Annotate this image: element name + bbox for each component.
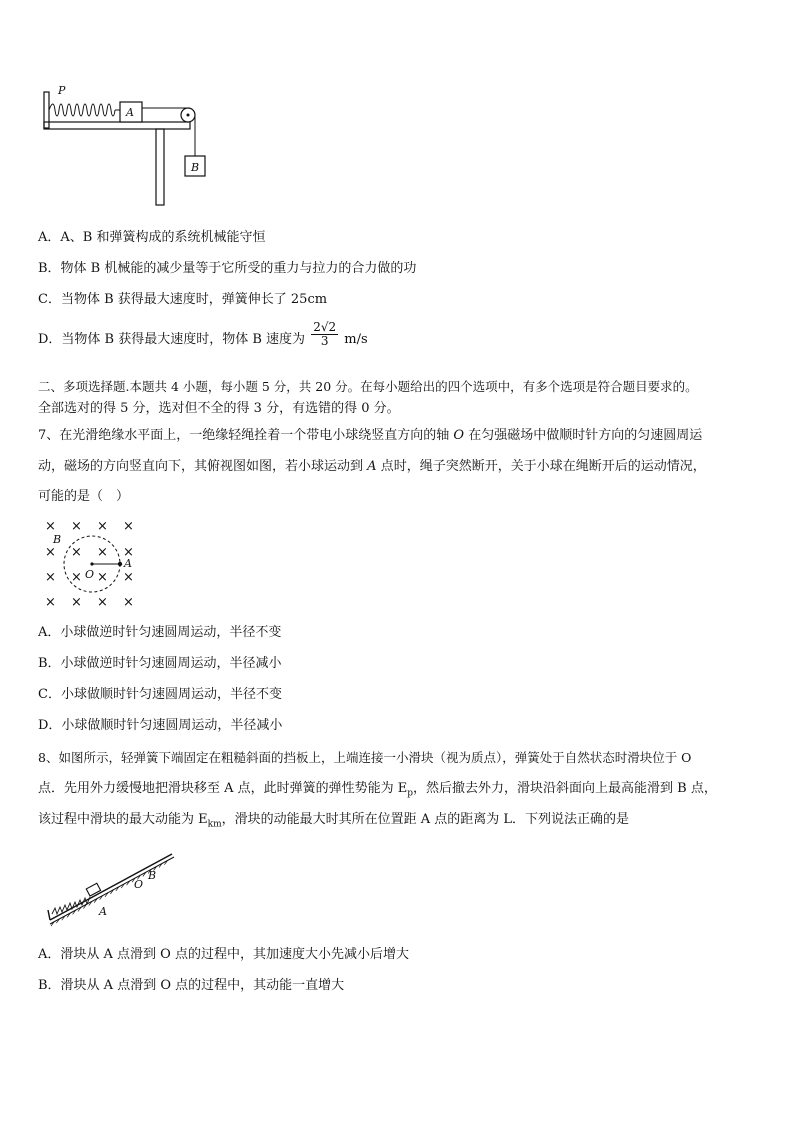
fraction-denominator: 3	[320, 334, 329, 348]
q8-option-a: A．滑块从 A 点滑到 O 点的过程中，其加速度大小先减小后增大	[38, 947, 409, 962]
field-cross: ×	[71, 570, 82, 585]
q8-line2	[38, 781, 717, 802]
label-o: O	[85, 568, 95, 581]
field-cross: ×	[97, 519, 108, 534]
label-b: B	[53, 533, 62, 546]
q6-option-c: C．当物体 B 获得最大速度时，弹簧伸长了 25cm	[38, 292, 328, 307]
field-cross: ×	[71, 595, 82, 610]
magnetic-field-figure	[40, 514, 150, 610]
q7-line1-part2: 在匀强磁场中做顺时针方向的匀速圆周运	[468, 428, 703, 443]
label-a: A	[126, 106, 134, 119]
q7-option-b: B．小球做逆时针匀速圆周运动，半径减小	[38, 656, 282, 671]
subscript-p: p	[407, 788, 414, 799]
q7-line2-part2: 点时，绳子突然断开，关于小球在绳断开后的运动情况，	[380, 459, 706, 474]
unit: m/s	[344, 332, 368, 347]
fraction	[311, 321, 338, 348]
fraction-numerator: 2√2	[313, 320, 337, 334]
q6-option-a: A．A、B 和弹簧构成的系统机械能守恒	[38, 230, 266, 245]
label-p: P	[58, 84, 66, 97]
q7-option-d: D．小球做顺时针匀速圆周运动，半径减小	[38, 718, 283, 733]
axis-o: O	[453, 428, 465, 443]
q8-line1: 8、如图所示，轻弹簧下端固定在粗糙斜面的挡板上，上端连接一小滑块（视为质点），弹簧处于自然状态时滑块位于 O	[38, 750, 692, 765]
label-b: B	[148, 869, 157, 882]
incline-spring-figure	[44, 848, 180, 928]
label-a: A	[99, 905, 107, 918]
field-cross: ×	[45, 570, 56, 585]
field-cross: ×	[97, 595, 108, 610]
subscript-km: km	[207, 819, 222, 830]
q7-line1-part1: 7、在光滑绝缘水平面上，一绝缘轻绳拴着一个带电小球绕竖直方向的轴	[38, 428, 450, 443]
q8-line3-part1: 该过程中滑块的最大动能为 E	[38, 812, 208, 827]
field-cross: ×	[45, 595, 56, 610]
field-cross: ×	[123, 595, 134, 610]
q8-line3	[38, 812, 629, 833]
label-o: O	[134, 878, 144, 891]
field-cross: ×	[123, 545, 134, 560]
q7-line2-part1: 动，磁场的方向竖直向下，其俯视图如图，若小球运动到	[38, 459, 364, 474]
q7-line3: 可能的是（ ）	[38, 489, 130, 504]
field-cross: ×	[97, 545, 108, 560]
q7-option-a: A．小球做逆时针匀速圆周运动，半径不变	[38, 625, 282, 640]
label-b: B	[191, 161, 200, 174]
field-cross: ×	[45, 519, 56, 534]
q8-option-b: B．滑块从 A 点滑到 O 点的过程中，其动能一直增大	[38, 978, 345, 993]
label-a: A	[124, 557, 132, 570]
q8-line3-part2: ，滑块的动能最大时其所在位置距 A 点的距离为 L．下列说法正确的是	[221, 812, 630, 827]
section-2-heading-line1: 二、多项选择题.本题共 4 小题，每小题 5 分，共 20 分。在每小题给出的四个选项中，有多个选项是符合题目要求的。	[38, 379, 698, 394]
field-cross: ×	[123, 570, 134, 585]
q7-line2	[38, 459, 706, 475]
spring-pulley-figure	[40, 84, 220, 210]
field-cross: ×	[71, 519, 82, 534]
q8-line2-part2: ，然后撤去外力，滑块沿斜面向上最高能滑到 B 点，	[413, 781, 717, 796]
section-2-heading-line2: 全部选对的得 5 分，选对但不全的得 3 分，有选错的得 0 分。	[38, 401, 400, 416]
q8-line2-part1: 点．先用外力缓慢地把滑块移至 A 点，此时弹簧的弹性势能为 E	[38, 781, 408, 796]
point-a: A	[367, 459, 377, 474]
q7-option-c: C．小球做顺时针匀速圆周运动，半径不变	[38, 687, 282, 702]
q6-option-d-text: D．当物体 B 获得最大速度时，物体 B 速度为	[38, 332, 306, 347]
field-cross: ×	[45, 545, 56, 560]
q6-option-d	[38, 320, 368, 348]
field-cross: ×	[123, 519, 134, 534]
field-cross: ×	[71, 545, 82, 560]
field-cross: ×	[97, 570, 108, 585]
q6-option-b: B．物体 B 机械能的减少量等于它所受的重力与拉力的合力做的功	[38, 261, 417, 276]
q7-line1	[38, 428, 702, 444]
